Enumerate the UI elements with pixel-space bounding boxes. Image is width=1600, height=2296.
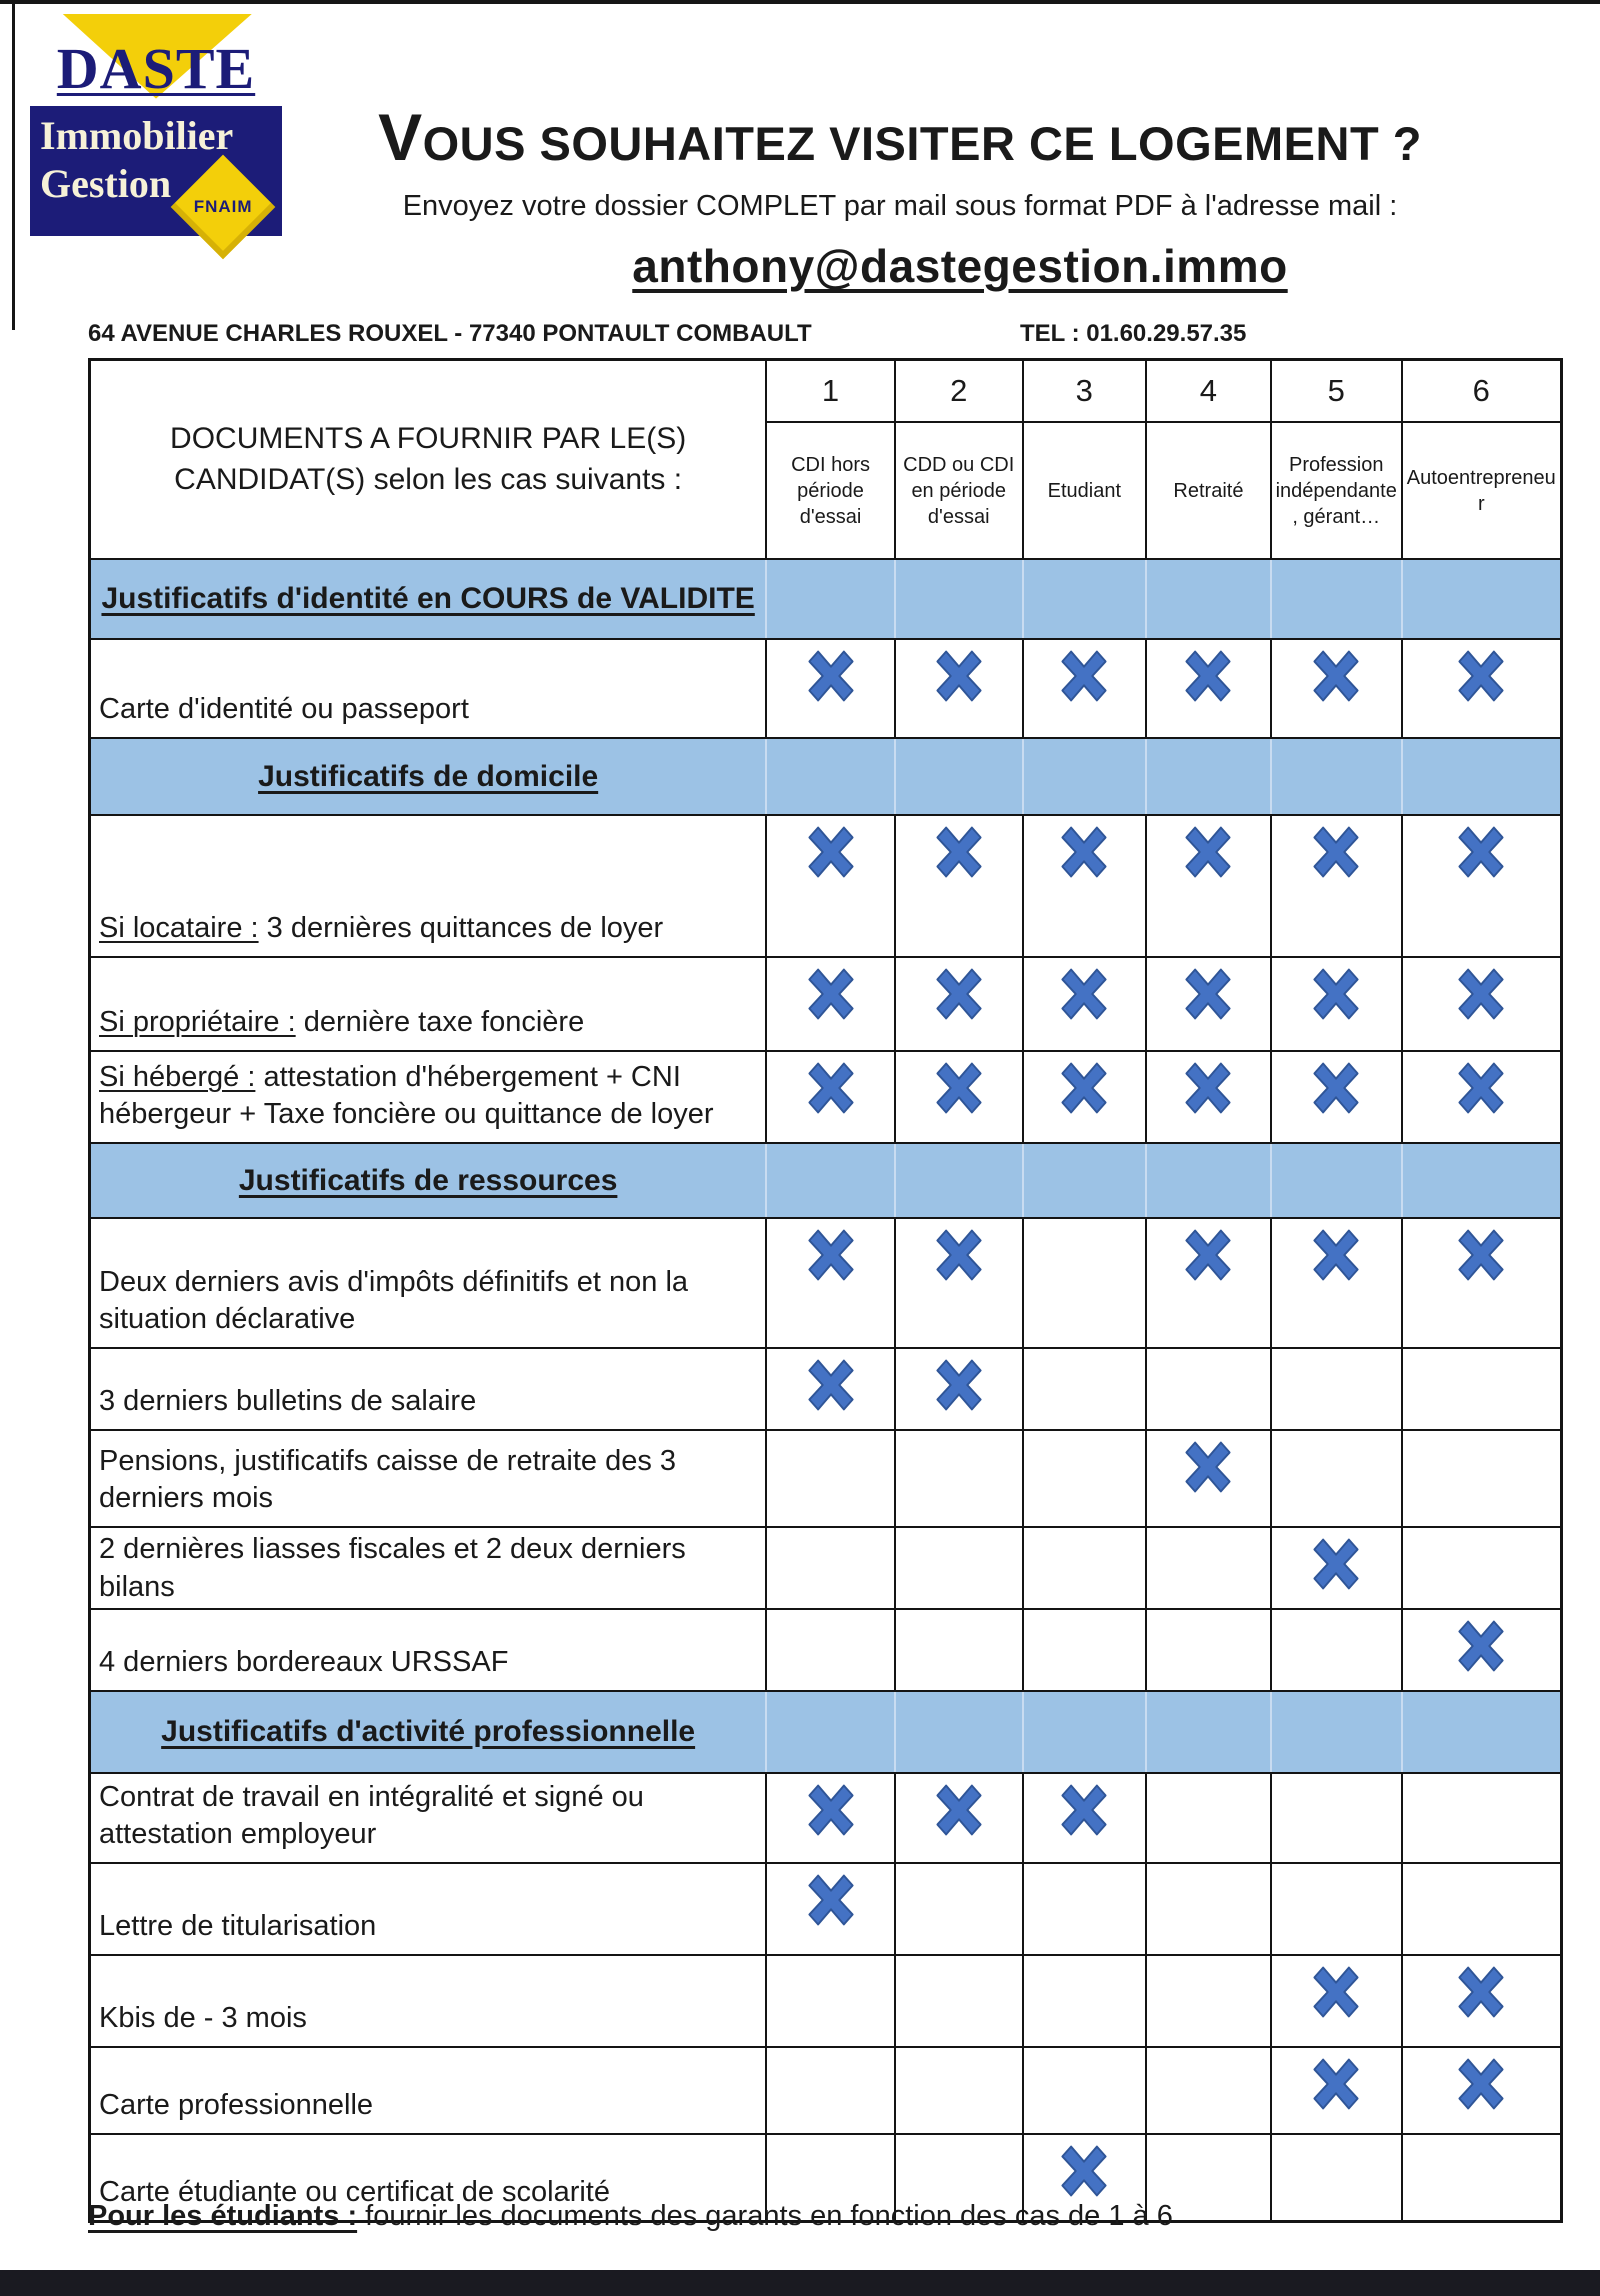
- mark-cell: [1270, 1219, 1401, 1347]
- section-label: Justificatifs de domicile: [91, 739, 765, 814]
- cross-mark-icon: [936, 1229, 982, 1281]
- section-row: [91, 1142, 1560, 1217]
- cross-mark-icon: [936, 826, 982, 878]
- cross-mark-icon: [808, 1784, 854, 1836]
- logo-top: [30, 14, 282, 106]
- cross-mark-icon: [808, 1359, 854, 1411]
- mark-cell: [1401, 1956, 1560, 2046]
- mark-cell: [1270, 1349, 1401, 1429]
- section-label: Justificatifs d'identité en COURS de VALIDITE: [91, 560, 765, 638]
- cross-mark-icon: [1313, 968, 1359, 1020]
- cross-mark-icon: [1458, 968, 1504, 1020]
- documents-table: [88, 358, 1563, 2223]
- cross-mark-icon: [1185, 968, 1231, 1020]
- table-row: [91, 956, 1560, 1050]
- cross-mark-icon: [936, 1784, 982, 1836]
- table-row: [91, 2046, 1560, 2133]
- mark-cell: [765, 1528, 894, 1614]
- row-label: Deux derniers avis d'impôts définitifs et non la situation déclarative: [99, 1265, 689, 1336]
- cross-mark-icon: [808, 968, 854, 1020]
- page-top-edge: [0, 0, 1600, 4]
- mark-cell: [1401, 1052, 1560, 1142]
- row-label: Si locataire : 3 dernières quittances de loyer: [99, 912, 664, 945]
- mark-cell: [765, 1774, 894, 1862]
- mark-cell: [1145, 1528, 1270, 1614]
- cross-mark-icon: [808, 1229, 854, 1281]
- mark-cell: [1022, 1774, 1145, 1862]
- mark-cell: [1022, 1052, 1145, 1142]
- row-label: Carte étudiante ou certificat de scolarité: [99, 2176, 610, 2209]
- mark-cell: [765, 1052, 894, 1142]
- mark-cell: [894, 1431, 1022, 1526]
- mark-cell: [894, 1956, 1022, 2046]
- mark-cell: [1401, 816, 1560, 956]
- column-number: 6: [1401, 361, 1560, 423]
- mark-cell: [1145, 1956, 1270, 2046]
- cross-mark-icon: [936, 1359, 982, 1411]
- mark-cell: [765, 1431, 894, 1526]
- mark-cell: [1022, 1431, 1145, 1526]
- mark-cell: [894, 640, 1022, 737]
- mark-cell: [894, 1349, 1022, 1429]
- mark-cell: [1022, 958, 1145, 1050]
- table-row: [91, 1772, 1560, 1862]
- table-row: [91, 1347, 1560, 1429]
- mark-cell: [1145, 1610, 1270, 1690]
- row-label: Si hébergé : attestation d'hébergement + CNI hébergeur + Taxe foncière ou quittance de loyer: [99, 1060, 714, 1131]
- cross-mark-icon: [1458, 2058, 1504, 2110]
- cross-mark-icon: [1458, 1966, 1504, 2018]
- logo-caption-line1: Immobilier: [40, 113, 234, 158]
- table-row: [91, 1217, 1560, 1347]
- mark-cell: [1145, 1219, 1270, 1347]
- mark-cell: [1022, 1528, 1145, 1614]
- mark-cell: [1022, 1610, 1145, 1690]
- cross-mark-icon: [1061, 826, 1107, 878]
- mark-cell: [1270, 1431, 1401, 1526]
- cross-mark-icon: [1458, 826, 1504, 878]
- mark-cell: [765, 1219, 894, 1347]
- mark-cell: [1401, 1610, 1560, 1690]
- cross-mark-icon: [1458, 1062, 1504, 1114]
- mark-cell: [894, 958, 1022, 1050]
- cross-mark-icon: [1061, 1062, 1107, 1114]
- section-row: [91, 558, 1560, 638]
- mark-cell: [1401, 1774, 1560, 1862]
- agency-logo: [30, 14, 282, 230]
- mark-cell: [1145, 1349, 1270, 1429]
- cross-mark-icon: [1313, 1229, 1359, 1281]
- mark-cell: [1270, 816, 1401, 956]
- row-label: Carte d'identité ou passeport: [99, 693, 469, 726]
- mark-cell: [1022, 1956, 1145, 2046]
- cross-mark-icon: [1458, 1620, 1504, 1672]
- mark-cell: [1022, 1219, 1145, 1347]
- table-corner-label: DOCUMENTS A FOURNIR PAR LE(S) CANDIDAT(S) selon les cas suivants :: [170, 422, 687, 496]
- mark-cell: [1145, 1052, 1270, 1142]
- table-header: [91, 361, 1560, 558]
- cross-mark-icon: [1061, 2145, 1107, 2197]
- mark-cell: [1270, 958, 1401, 1050]
- mark-cell: [894, 1052, 1022, 1142]
- page-header: [280, 100, 1520, 293]
- mark-cell: [1401, 1431, 1560, 1526]
- mark-cell: [894, 1610, 1022, 1690]
- footer-note-rest: fournir les documents des garants en fonction des cas de 1 à 6: [357, 2200, 1173, 2232]
- mark-cell: [1401, 1219, 1560, 1347]
- contact-email[interactable]: anthony@dastegestion.immo: [632, 239, 1288, 292]
- mark-cell: [1145, 1431, 1270, 1526]
- cross-mark-icon: [808, 826, 854, 878]
- mark-cell: [765, 1610, 894, 1690]
- row-label: Si propriétaire : dernière taxe foncière: [99, 1006, 585, 1039]
- cross-mark-icon: [1458, 1229, 1504, 1281]
- column-number: 1: [765, 361, 894, 423]
- column-header: Etudiant: [1022, 423, 1145, 558]
- cross-mark-icon: [1313, 1966, 1359, 2018]
- mark-cell: [765, 1956, 894, 2046]
- column-header: Profession indépendante, gérant…: [1270, 423, 1401, 558]
- column-header: Autoentrepreneur: [1401, 423, 1560, 558]
- mark-cell: [1270, 640, 1401, 737]
- logo-caption: [30, 106, 282, 236]
- cross-mark-icon: [1313, 1062, 1359, 1114]
- column-number: 4: [1145, 361, 1270, 423]
- column-header: CDD ou CDI en période d'essai: [894, 423, 1022, 558]
- page-left-edge: [12, 0, 15, 330]
- cross-mark-icon: [1061, 1784, 1107, 1836]
- mark-cell: [765, 816, 894, 956]
- cross-mark-icon: [1185, 1062, 1231, 1114]
- row-label: 3 derniers bulletins de salaire: [99, 1385, 477, 1418]
- mark-cell: [1401, 1864, 1560, 1954]
- mark-cell: [765, 958, 894, 1050]
- cross-mark-icon: [1185, 1441, 1231, 1493]
- footer-note: [88, 2200, 1173, 2233]
- mark-cell: [1270, 1956, 1401, 2046]
- page-subtitle: Envoyez votre dossier COMPLET par mail sous format PDF à l'adresse mail :: [402, 189, 1398, 222]
- mark-cell: [1022, 2048, 1145, 2133]
- mark-cell: [1022, 816, 1145, 956]
- cross-mark-icon: [808, 650, 854, 702]
- mark-cell: [1401, 640, 1560, 737]
- mark-cell: [1145, 816, 1270, 956]
- row-label: Carte professionnelle: [99, 2089, 374, 2122]
- page-bottom-bar: [0, 2270, 1600, 2296]
- mark-cell: [1270, 1864, 1401, 1954]
- row-label: Lettre de titularisation: [99, 1910, 377, 1943]
- table-row: [91, 1862, 1560, 1954]
- mark-cell: [765, 1864, 894, 1954]
- row-label: Contrat de travail en intégralité et signé ou attestation employeur: [99, 1780, 644, 1851]
- mark-cell: [765, 1349, 894, 1429]
- row-label: Pensions, justificatifs caisse de retraite des 3 derniers mois: [99, 1444, 677, 1515]
- column-number: 2: [894, 361, 1022, 423]
- mark-cell: [1145, 1774, 1270, 1862]
- logo-caption-line2: Gestion: [40, 161, 172, 206]
- column-header: Retraité: [1145, 423, 1270, 558]
- cross-mark-icon: [1061, 968, 1107, 1020]
- mark-cell: [1145, 1864, 1270, 1954]
- mark-cell: [765, 640, 894, 737]
- row-label: 2 dernières liasses fiscales et 2 deux derniers bilans: [99, 1533, 686, 1603]
- mark-cell: [1145, 958, 1270, 1050]
- mark-cell: [894, 816, 1022, 956]
- cross-mark-icon: [1185, 650, 1231, 702]
- cross-mark-icon: [936, 968, 982, 1020]
- table-row: [91, 1954, 1560, 2046]
- column-number: 3: [1022, 361, 1145, 423]
- mark-cell: [1022, 1349, 1145, 1429]
- agency-phone: TEL : 01.60.29.57.35: [1020, 320, 1247, 347]
- page-title: VOUS SOUHAITEZ VISITER CE LOGEMENT ?: [378, 100, 1422, 174]
- cross-mark-icon: [936, 650, 982, 702]
- cross-mark-icon: [1458, 650, 1504, 702]
- mark-cell: [1270, 2135, 1401, 2220]
- cross-mark-icon: [1313, 1538, 1359, 1590]
- table-row: [91, 1526, 1560, 1608]
- mark-cell: [1270, 1528, 1401, 1614]
- mark-cell: [894, 1219, 1022, 1347]
- fnaim-badge-label: FNAIM: [193, 196, 253, 216]
- table-row: [91, 1429, 1560, 1526]
- cross-mark-icon: [808, 1874, 854, 1926]
- cross-mark-icon: [808, 1062, 854, 1114]
- mark-cell: [1270, 1610, 1401, 1690]
- table-row: [91, 1608, 1560, 1690]
- cross-mark-icon: [1185, 1229, 1231, 1281]
- row-label: Kbis de - 3 mois: [99, 2002, 307, 2035]
- cross-mark-icon: [1185, 826, 1231, 878]
- section-row: [91, 1690, 1560, 1772]
- mark-cell: [894, 1774, 1022, 1862]
- mark-cell: [1022, 640, 1145, 737]
- table-row: [91, 638, 1560, 737]
- mark-cell: [894, 1864, 1022, 1954]
- mark-cell: [1145, 640, 1270, 737]
- agency-address: 64 AVENUE CHARLES ROUXEL - 77340 PONTAULT COMBAULT: [88, 320, 812, 347]
- column-header: CDI hors période d'essai: [765, 423, 894, 558]
- mark-cell: [1270, 2048, 1401, 2133]
- section-label: Justificatifs de ressources: [91, 1144, 765, 1217]
- cross-mark-icon: [1313, 650, 1359, 702]
- table-row: [91, 814, 1560, 956]
- mark-cell: [1145, 2048, 1270, 2133]
- section-label: Justificatifs d'activité professionnelle: [91, 1692, 765, 1772]
- mark-cell: [894, 1528, 1022, 1614]
- mark-cell: [1270, 1052, 1401, 1142]
- mark-cell: [1401, 1349, 1560, 1429]
- cross-mark-icon: [936, 1062, 982, 1114]
- mark-cell: [765, 2048, 894, 2133]
- mark-cell: [1401, 1528, 1560, 1614]
- cross-mark-icon: [1313, 826, 1359, 878]
- column-number: 5: [1270, 361, 1401, 423]
- mark-cell: [894, 2048, 1022, 2133]
- logo-brand-name: DASTE: [56, 36, 256, 101]
- mark-cell: [1270, 1774, 1401, 1862]
- mark-cell: [1401, 2135, 1560, 2220]
- table-row: [91, 1050, 1560, 1142]
- section-row: [91, 737, 1560, 814]
- mark-cell: [1401, 2048, 1560, 2133]
- row-label: 4 derniers bordereaux URSSAF: [99, 1646, 509, 1679]
- mark-cell: [1401, 958, 1560, 1050]
- mark-cell: [1022, 1864, 1145, 1954]
- cross-mark-icon: [1061, 650, 1107, 702]
- footer-note-lead: Pour les étudiants :: [88, 2200, 358, 2232]
- cross-mark-icon: [1313, 2058, 1359, 2110]
